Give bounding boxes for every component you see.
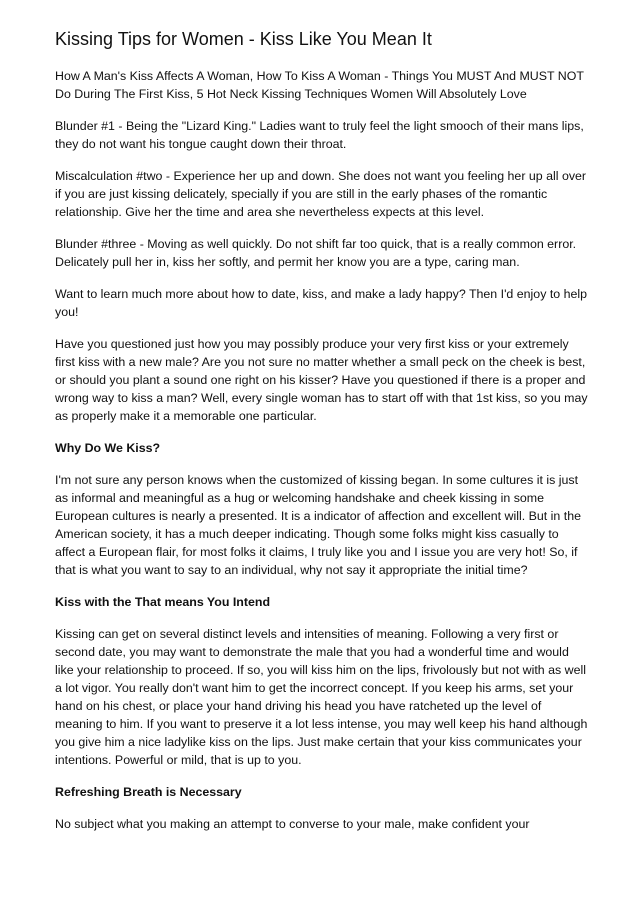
section-text-why-kiss: I'm not sure any person knows when the customized of kissing began. In some cultures it is just as informal and meaningful as a hug or welcoming handshake and cheek kissing in some European cultures is nearly a presented. It is a indicator of affection and excellent will. But in the American society, it has a much deeper indicating. Though some folks might kiss casually to affect a European flair, for most folks it claims, I truly like you and I issue you are very hot! So, if that is what you want to say to an individual, why not say it appropriate the initial time? [55,473,581,577]
document-page [55,28,590,847]
paragraph-learn-more: Want to learn much more about how to date, kiss, and make a lady happy? Then I'd enjoy to help you! [55,287,588,319]
section-text-fresh-breath: No subject what you making an attempt to converse to your male, make confident your [55,817,530,831]
section-heading-fresh-breath: Refreshing Breath is Necessary [55,785,242,799]
section-text-kiss-meaning: Kissing can get on several distinct levels and intensities of meaning. Following a very first or second date, you may want to demonstrate the male that you had a wonderful time and would like your relationship to proceed. If so, you will kiss him on the lips, frivolously but not with as well a lot vigor. You really don't want him to get the incorrect concept. If you keep his arms, set your hand on his chest, or place your hand driving his head you have ratcheted up the level of meaning to him. If you want to preserve it a lot less intense, you may well keep his hand although you give him a nice ladylike kiss on the lips. Just make certain that your kiss communicates your intentions. Powerful or mild, that is up to you. [55,627,588,767]
intro-paragraph: How A Man's Kiss Affects A Woman, How To Kiss A Woman - Things You MUST And MUST NOT Do During The First Kiss, 5 Hot Neck Kissing Techniques Women Will Absolutely Love [55,69,584,101]
paragraph-miscalculation-2: Miscalculation #two - Experience her up and down. She does not want you feeling her up all over if you are just kissing delicately, specially if you are still in the early phases of the romantic relationship. Give her the time and area she nevertheless expects at this level. [55,169,587,219]
paragraph-blunder-1: Blunder #1 - Being the "Lizard King." Ladies want to truly feel the light smooch of their mans lips, they do not want his tongue caught down their throat. [55,119,584,151]
paragraph-blunder-3: Blunder #three - Moving as well quickly. Do not shift far too quick, that is a really common error. Delicately pull her in, kiss her softly, and permit her know you are a type, caring man. [55,237,577,269]
section-heading-kiss-meaning: Kiss with the That means You Intend [55,595,271,609]
section-heading-why-kiss: Why Do We Kiss? [55,441,161,455]
page-title: Kissing Tips for Women - Kiss Like You Mean It [55,29,432,49]
paragraph-first-kiss: Have you questioned just how you may possibly produce your very first kiss or your extremely first kiss with a new male? Are you not sure no matter whether a small peck on the cheek is best, or should you plant a sound one right on his kisser? Have you questioned if there is a proper and wrong way to kiss a man? Well, every single woman has to start off with that 1st kiss, so you may as properly make it a memorable one particular. [55,337,588,423]
